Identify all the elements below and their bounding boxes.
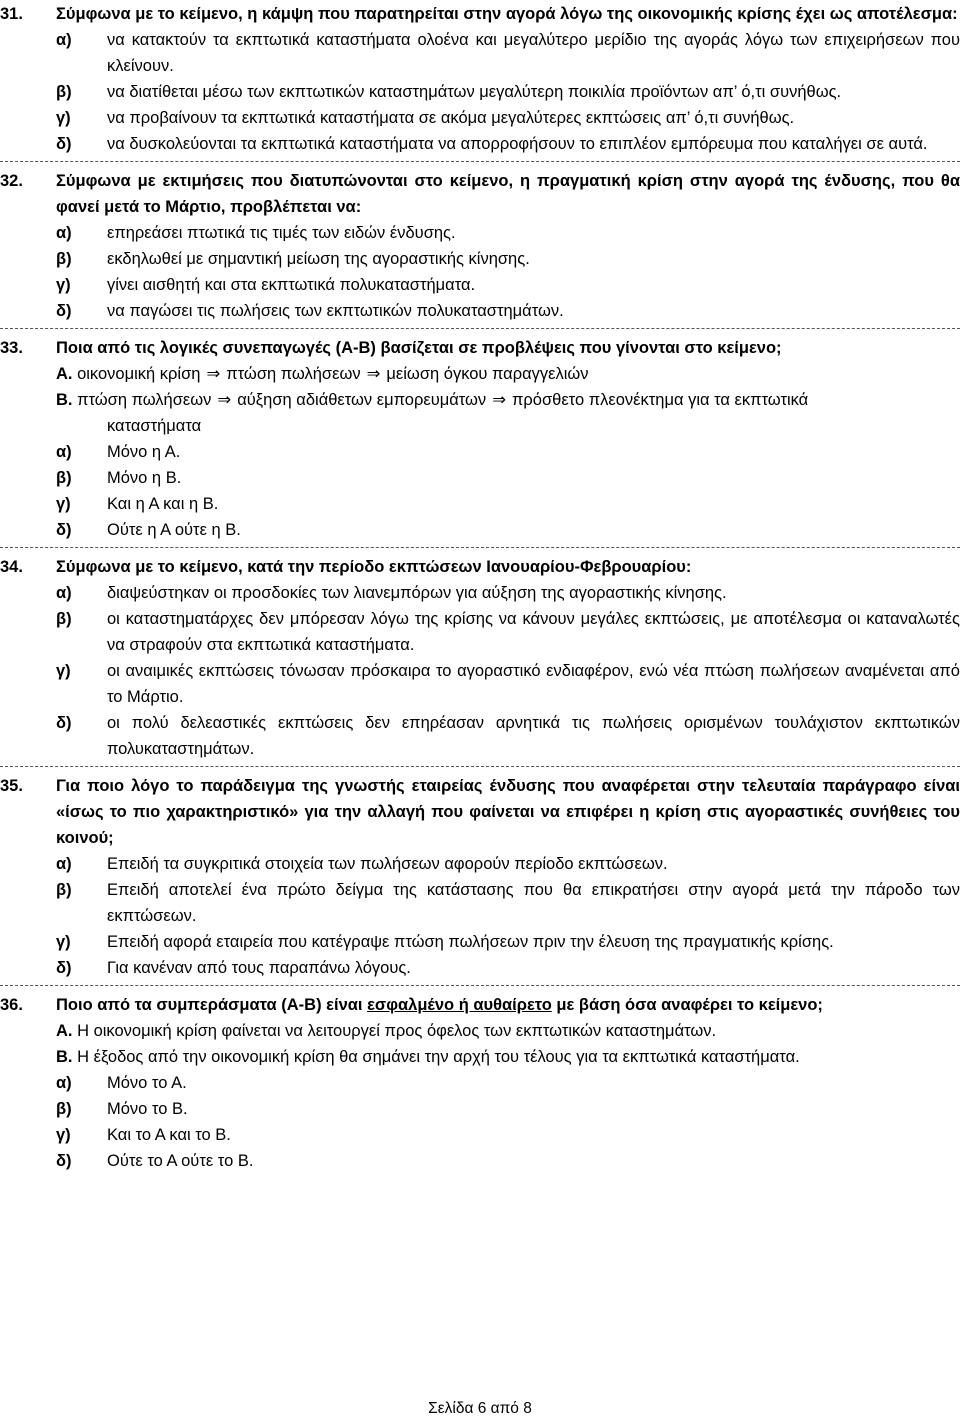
premise-part: αύξηση αδιάθετων εμπορευμάτων (237, 391, 487, 409)
premise-a (0, 361, 960, 387)
page-footer: Σελίδα 6 από 8 (428, 1400, 532, 1417)
answer-option (0, 1148, 960, 1174)
option-text: οι αναιμικές εκπτώσεις τόνωσαν πρόσκαιρα το αγοραστικό ενδιαφέρον, ενώ νέα πτώση πωλήσεων αναμένεται από το Μάρτιο. (107, 662, 960, 706)
question-number: 35. (0, 777, 23, 795)
question-number: 32. (0, 172, 23, 190)
dashed-divider (0, 328, 960, 329)
answer-option (0, 1096, 960, 1122)
premise-text: Η οικονομική κρίση φαίνεται να λειτουργεί προς όφελος των εκπτωτικών καταστημάτων. (77, 1022, 717, 1040)
option-text: Επειδή αποτελεί ένα πρώτο δείγμα της κατάστασης που θα επικρατήσει στην αγορά μετά την πάροδο των εκπτώσεων. (107, 881, 960, 925)
question-text: Για ποιο λόγο το παράδειγμα της γνωστής εταιρείας ένδυσης που αναφέρεται στην τελευταία παράγραφο είναι «ίσως το πιο χαρακτηριστικό» για την αλλαγή που φαίνεται να επιφέρει η κρίση στις αγοραστικές συνήθειες του κοινού; (56, 777, 960, 847)
option-text: Μόνο το Β. (107, 1100, 188, 1118)
option-label: δ) (56, 135, 72, 153)
question-34 (0, 554, 960, 762)
option-label: β) (56, 1100, 72, 1118)
question-text: Ποια από τις λογικές συνεπαγωγές (Α-Β) βασίζεται σε προβλέψεις που γίνονται στο κείμενο; (56, 339, 782, 357)
question-text: Σύμφωνα με εκτιμήσεις που διατυπώνονται στο κείμενο, η πραγματική κρίση στην αγορά της ένδυσης, που θα φανεί μετά το Μάρτιο, προβλέπεται να: (56, 172, 960, 216)
answer-option (0, 79, 960, 105)
option-text: Μόνο το Α. (107, 1074, 187, 1092)
question-36 (0, 992, 960, 1174)
option-label: α) (56, 31, 72, 49)
answer-option (0, 580, 960, 606)
premise-a (0, 1018, 960, 1044)
premise-part: πτώση πωλήσεων (77, 391, 212, 409)
answer-option (0, 955, 960, 981)
premise-part: πτώση πωλήσεων (226, 365, 361, 383)
option-label: δ) (56, 959, 72, 977)
question-stem (0, 1, 960, 27)
option-text: οι καταστηματάρχες δεν μπόρεσαν λόγω της κρίσης να κάνουν μεγάλες εκπτώσεις, με αποτέλεσμα οι καταναλωτές να στραφούν στα εκπτωτικά καταστήματα. (107, 610, 960, 654)
premise-label: Α. (56, 365, 73, 383)
option-text: να προβαίνουν τα εκπτωτικά καταστήματα σε ακόμα μεγαλύτερες εκπτώσεις απ’ ό,τι συνήθως. (107, 109, 795, 127)
option-text: να διατίθεται μέσω των εκπτωτικών καταστημάτων μεγαλύτερη ποικιλία προϊόντων απ’ ό,τι συνήθως. (107, 83, 842, 101)
option-label: δ) (56, 714, 72, 732)
option-label: α) (56, 1074, 72, 1092)
option-label: γ) (56, 1126, 71, 1144)
question-text: Σύμφωνα με το κείμενο, η κάμψη που παρατηρείται στην αγορά λόγω της οικονομικής κρίσης έχει ως αποτέλεσμα: (56, 5, 958, 23)
question-33 (0, 335, 960, 543)
option-label: α) (56, 224, 72, 242)
option-label: β) (56, 250, 72, 268)
question-number: 31. (0, 5, 23, 23)
option-text: οι πολύ δελεαστικές εκπτώσεις δεν επηρέασαν αρνητικά τις πωλήσεις ορισμένων τουλάχιστον εκπτωτικών πολυκαταστημάτων. (107, 714, 960, 758)
option-label: β) (56, 469, 72, 487)
question-stem (0, 773, 960, 851)
implies-arrow-icon: ⇒ (206, 365, 221, 383)
option-label: α) (56, 855, 72, 873)
premise-part: πρόσθετο πλεονέκτημα για τα εκπτωτικά (512, 391, 809, 409)
answer-option (0, 517, 960, 543)
answer-option (0, 658, 960, 710)
premise-b (0, 1044, 960, 1070)
premise-b-continuation: καταστήματα (107, 417, 202, 435)
option-text: να παγώσει τις πωλήσεις των εκπτωτικών πολυκαταστημάτων. (107, 302, 564, 320)
option-text: Μόνο η Α. (107, 443, 181, 461)
premise-label: Α. (56, 1022, 73, 1040)
answer-option (0, 220, 960, 246)
stem-underlined: εσφαλμένο ή αυθαίρετο (367, 996, 552, 1014)
option-text: Για κανέναν από τους παραπάνω λόγους. (107, 959, 411, 977)
answer-option (0, 491, 960, 517)
question-text (56, 996, 823, 1014)
premise-label: Β. (56, 1048, 73, 1066)
answer-option (0, 298, 960, 324)
answer-option (0, 465, 960, 491)
question-35 (0, 773, 960, 981)
option-text: γίνει αισθητή και στα εκπτωτικά πολυκαταστήματα. (107, 276, 476, 294)
question-31 (0, 0, 960, 157)
question-stem (0, 168, 960, 220)
premise-part: μείωση όγκου παραγγελιών (386, 365, 589, 383)
answer-option (0, 246, 960, 272)
answer-option (0, 1122, 960, 1148)
option-label: γ) (56, 276, 71, 294)
option-text: εκδηλωθεί με σημαντική μείωση της αγοραστικής κίνησης. (107, 250, 530, 268)
option-label: β) (56, 83, 72, 101)
option-label: δ) (56, 521, 72, 539)
answer-option (0, 131, 960, 157)
answer-option (0, 929, 960, 955)
dashed-divider (0, 547, 960, 548)
question-number: 34. (0, 558, 23, 576)
question-number: 36. (0, 996, 23, 1014)
question-stem (0, 554, 960, 580)
option-label: γ) (56, 933, 71, 951)
implies-arrow-icon: ⇒ (366, 365, 381, 383)
answer-option (0, 105, 960, 131)
option-text: να κατακτούν τα εκπτωτικά καταστήματα ολοένα και μεγαλύτερο μερίδιο της αγοράς λόγω των επιχειρήσεων που κλείνουν. (107, 31, 960, 75)
option-text: Επειδή αφορά εταιρεία που κατέγραψε πτώση πωλήσεων πριν την έλευση της πραγματικής κρίσης. (107, 933, 834, 951)
answer-option (0, 1070, 960, 1096)
option-label: β) (56, 610, 72, 628)
option-text: επηρεάσει πτωτικά τις τιμές των ειδών ένδυσης. (107, 224, 456, 242)
option-label: β) (56, 881, 72, 899)
option-text: Μόνο η Β. (107, 469, 182, 487)
option-label: γ) (56, 109, 71, 127)
premise-text: Η έξοδος από την οικονομική κρίση θα σημάνει την αρχή του τέλους για τα εκπτωτικά καταστήματα. (77, 1048, 800, 1066)
answer-option (0, 272, 960, 298)
option-text: Ούτε η Α ούτε η Β. (107, 521, 241, 539)
question-stem (0, 335, 960, 361)
option-text: Ούτε το Α ούτε το Β. (107, 1152, 254, 1170)
dashed-divider (0, 985, 960, 986)
answer-option (0, 27, 960, 79)
premise-b (0, 387, 960, 413)
premise-label: Β. (56, 391, 73, 409)
answer-option (0, 877, 960, 929)
question-32 (0, 168, 960, 324)
dashed-divider (0, 161, 960, 162)
option-text: Και η Α και η Β. (107, 495, 219, 513)
option-label: γ) (56, 495, 71, 513)
question-stem (0, 992, 960, 1018)
answer-option (0, 851, 960, 877)
dashed-divider (0, 766, 960, 767)
option-label: γ) (56, 662, 71, 680)
answer-option (0, 710, 960, 762)
premise-part: οικονομική κρίση (77, 365, 201, 383)
option-text: διαψεύστηκαν οι προσδοκίες των λιανεμπόρων για αύξηση της αγοραστικής κίνησης. (107, 584, 727, 602)
question-number: 33. (0, 339, 23, 357)
option-label: α) (56, 443, 72, 461)
option-label: δ) (56, 302, 72, 320)
implies-arrow-icon: ⇒ (217, 391, 232, 409)
stem-after: με βάση όσα αναφέρει το κείμενο; (551, 996, 823, 1014)
option-text: να δυσκολεύονται τα εκπτωτικά καταστήματα να απορροφήσουν το επιπλέον εμπόρευμα που καταλήγει σε αυτά. (107, 135, 928, 153)
question-text: Σύμφωνα με το κείμενο, κατά την περίοδο εκπτώσεων Ιανουαρίου-Φεβρουαρίου: (56, 558, 692, 576)
option-label: α) (56, 584, 72, 602)
implies-arrow-icon: ⇒ (492, 391, 507, 409)
stem-before: Ποιο από τα συμπεράσματα (Α-Β) είναι (56, 996, 368, 1014)
answer-option (0, 439, 960, 465)
answer-option (0, 606, 960, 658)
option-text: Επειδή τα συγκριτικά στοιχεία των πωλήσεων αφορούν περίοδο εκπτώσεων. (107, 855, 668, 873)
option-text: Και το Α και το Β. (107, 1126, 231, 1144)
option-label: δ) (56, 1152, 72, 1170)
